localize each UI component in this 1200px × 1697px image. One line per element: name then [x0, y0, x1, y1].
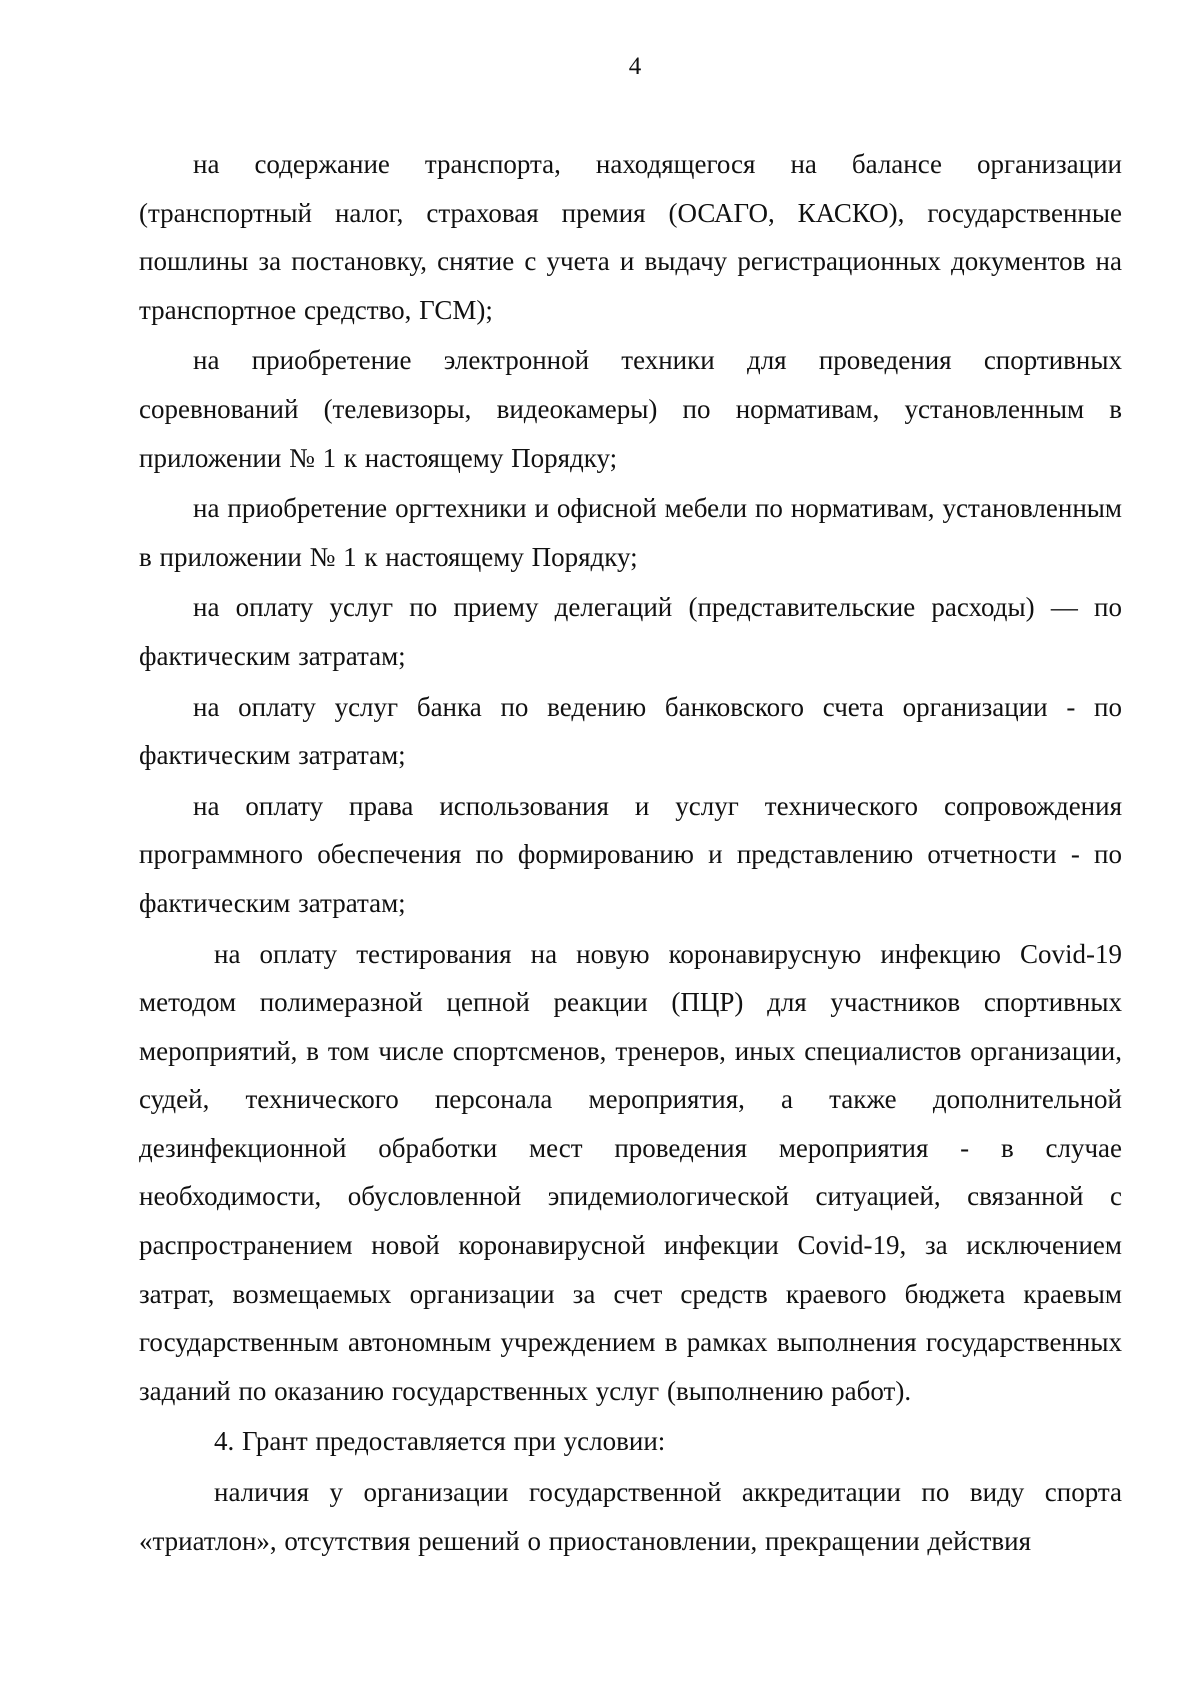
paragraph-transport-costs: на содержание транспорта, находящегося на балансе организации (транспортный налог, страховая премия (ОСАГО, КАСКО), государственные пошлины за постановку, снятие с учета и выдачу регистрационных документов на транспортное средство, ГСМ);	[139, 149, 1122, 325]
page-number: 4	[628, 53, 642, 80]
paragraph-covid-testing: на оплату тестирования на новую коронавирусную инфекцию Covid-19 методом полимеразной цепной реакции (ПЦР) для участников спортивных мероприятий, в том числе спортсменов, тренеров, иных специалистов организации, судей, технического персонала мероприятия, а также дополнительной дезинфекционной обработки мест проведения мероприятия - в случае необходимости, обусловленной эпидемиологической ситуацией, связанной с распространением новой коронавирусной инфекции Covid-19, за исключением затрат, возмещаемых организации за счет средств краевого бюджета краевым государственным автономным учреждением в рамках выполнения государственных заданий по оказанию государственных услуг (выполнению работ).	[139, 938, 1122, 1406]
paragraph-software-services: на оплату права использования и услуг технического сопровождения программного обеспечения по формированию и представлению отчетности - по фактическим затратам;	[139, 790, 1122, 918]
paragraph-electronic-equipment: на приобретение электронной техники для проведения спортивных соревнований (телевизоры, видеокамеры) по нормативам, установленным в приложении № 1 к настоящему Порядку;	[139, 345, 1122, 473]
document-body	[139, 140, 1122, 1565]
paragraph-office-equipment: на приобретение оргтехники и офисной мебели по нормативам, установленным в приложении № 1 к настоящему Порядку;	[139, 493, 1122, 572]
paragraph-accreditation-condition: наличия у организации государственной аккредитации по виду спорта «триатлон», отсутствия решений о приостановлении, прекращении действия	[139, 1477, 1122, 1556]
paragraph-grant-condition-heading: 4. Грант предоставляется при условии:	[214, 1426, 666, 1457]
paragraph-delegation-services: на оплату услуг по приему делегаций (представительские расходы) — по фактическим затратам;	[139, 592, 1122, 671]
paragraph-bank-services: на оплату услуг банка по ведению банковского счета организации - по фактическим затратам;	[139, 691, 1122, 771]
